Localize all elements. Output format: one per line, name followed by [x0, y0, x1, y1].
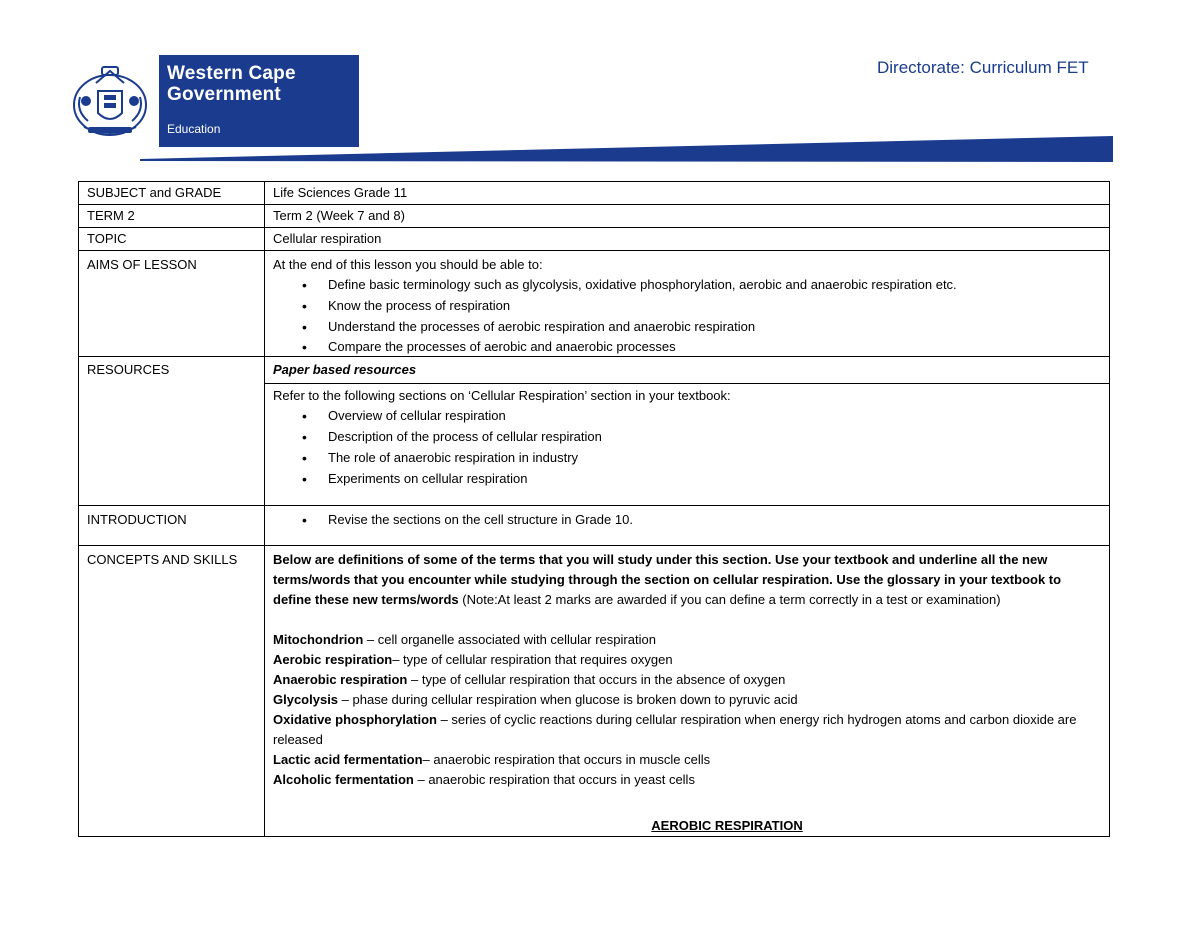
table-row: [79, 182, 1110, 205]
table-row: [79, 546, 1110, 837]
list-item: • Overview of cellular respiration: [328, 406, 1101, 426]
aims-list: [273, 275, 1101, 356]
definition-text: – anaerobic respiration that occurs in muscle cells: [422, 752, 711, 767]
definition-item: [273, 710, 1101, 750]
definition-item: [273, 670, 1101, 690]
definition-text: – series of cyclic reactions during cellular respiration when energy rich hydrogen atoms and carbon dioxide are released: [273, 712, 1077, 747]
list-item: • Know the process of respiration: [328, 296, 1101, 316]
definition-text: – type of cellular respiration that occurs in the absence of oxygen: [407, 672, 786, 687]
definition-item: [273, 770, 1101, 790]
definition-item: [273, 750, 1101, 770]
resources-heading-cell: [265, 357, 1110, 384]
concepts-intro-note: (Note:At least 2 marks are awarded if you can define a term correctly in a test or examination): [458, 592, 1001, 607]
list-item: • The role of anaerobic respiration in industry: [328, 448, 1101, 468]
logo-subtitle: Education: [167, 122, 221, 136]
definition-term: Anaerobic respiration: [273, 672, 408, 687]
table-row: [79, 251, 1110, 357]
row-label-concepts: CONCEPTS AND SKILLS: [79, 546, 265, 837]
coat-of-arms-icon: [66, 61, 154, 141]
row-value-topic: Cellular respiration: [265, 228, 1110, 251]
section-heading-aerobic: AEROBIC RESPIRATION: [651, 818, 803, 833]
aims-intro: At the end of this lesson you should be able to:: [273, 257, 543, 272]
table-row: [79, 357, 1110, 384]
logo-crest-panel: [62, 55, 159, 147]
table-row: [79, 228, 1110, 251]
concepts-intro-bold: Below are definitions of some of the terms that you will study under this section. Use your textbook and underline all the new terms/words that you encounter while studying through the section on cellular respiration. Use the glossary in your textbook to define these new terms/words: [273, 552, 1062, 607]
table-row: [79, 506, 1110, 546]
list-item: • Revise the sections on the cell structure in Grade 10.: [328, 510, 1101, 530]
logo-title-line1: Western Cape: [167, 63, 296, 84]
definition-text: – anaerobic respiration that occurs in yeast cells: [413, 772, 695, 787]
list-item: • Define basic terminology such as glycolysis, oxidative phosphorylation, aerobic and anaerobic respiration etc.: [328, 275, 1101, 295]
wcg-logo: [62, 55, 359, 147]
row-value-aims: [265, 251, 1110, 357]
definition-term: Glycolysis: [273, 692, 339, 707]
row-label-term: TERM 2: [79, 205, 265, 228]
list-item: • Compare the processes of aerobic and anaerobic processes: [328, 338, 1101, 356]
row-label-resources: RESOURCES: [79, 357, 265, 506]
logo-title-line2: Government: [167, 84, 281, 105]
definition-term: Mitochondrion: [273, 632, 364, 647]
definition-text: – phase during cellular respiration when glucose is broken down to pyruvic acid: [338, 692, 798, 707]
definition-text: – cell organelle associated with cellular respiration: [363, 632, 656, 647]
list-item: • Experiments on cellular respiration: [328, 469, 1101, 489]
definition-term: Oxidative phosphorylation: [273, 712, 437, 727]
definition-item: [273, 650, 1101, 670]
row-value-subject: Life Sciences Grade 11: [265, 182, 1110, 205]
definition-item: [273, 630, 1101, 650]
definition-term: Alcoholic fermentation: [273, 772, 414, 787]
lesson-plan-table: [78, 181, 1110, 837]
row-label-subject: SUBJECT and GRADE: [79, 182, 265, 205]
list-item: • Description of the process of cellular respiration: [328, 427, 1101, 447]
definition-text: – type of cellular respiration that requires oxygen: [392, 652, 673, 667]
header-banner-stripe: [140, 136, 1113, 162]
introduction-list: [273, 510, 1101, 530]
definition-term: Lactic acid fermentation: [273, 752, 423, 767]
definition-item: [273, 690, 1101, 710]
resources-list: [273, 406, 1101, 489]
directorate-title: Directorate: Curriculum FET: [877, 58, 1089, 77]
row-value-concepts: [265, 546, 1110, 837]
table-row: [79, 205, 1110, 228]
row-value-resources: [265, 384, 1110, 506]
row-label-topic: TOPIC: [79, 228, 265, 251]
row-value-introduction: [265, 506, 1110, 546]
row-label-introduction: INTRODUCTION: [79, 506, 265, 546]
list-item: • Understand the processes of aerobic respiration and anaerobic respiration: [328, 317, 1101, 337]
concepts-intro: [273, 550, 1101, 610]
resources-heading: Paper based resources: [273, 362, 417, 377]
row-value-term: Term 2 (Week 7 and 8): [265, 205, 1110, 228]
row-label-aims: AIMS OF LESSON: [79, 251, 265, 357]
definition-term: Aerobic respiration: [273, 652, 393, 667]
resources-intro: Refer to the following sections on ‘Cellular Respiration’ section in your textbook:: [273, 388, 731, 403]
